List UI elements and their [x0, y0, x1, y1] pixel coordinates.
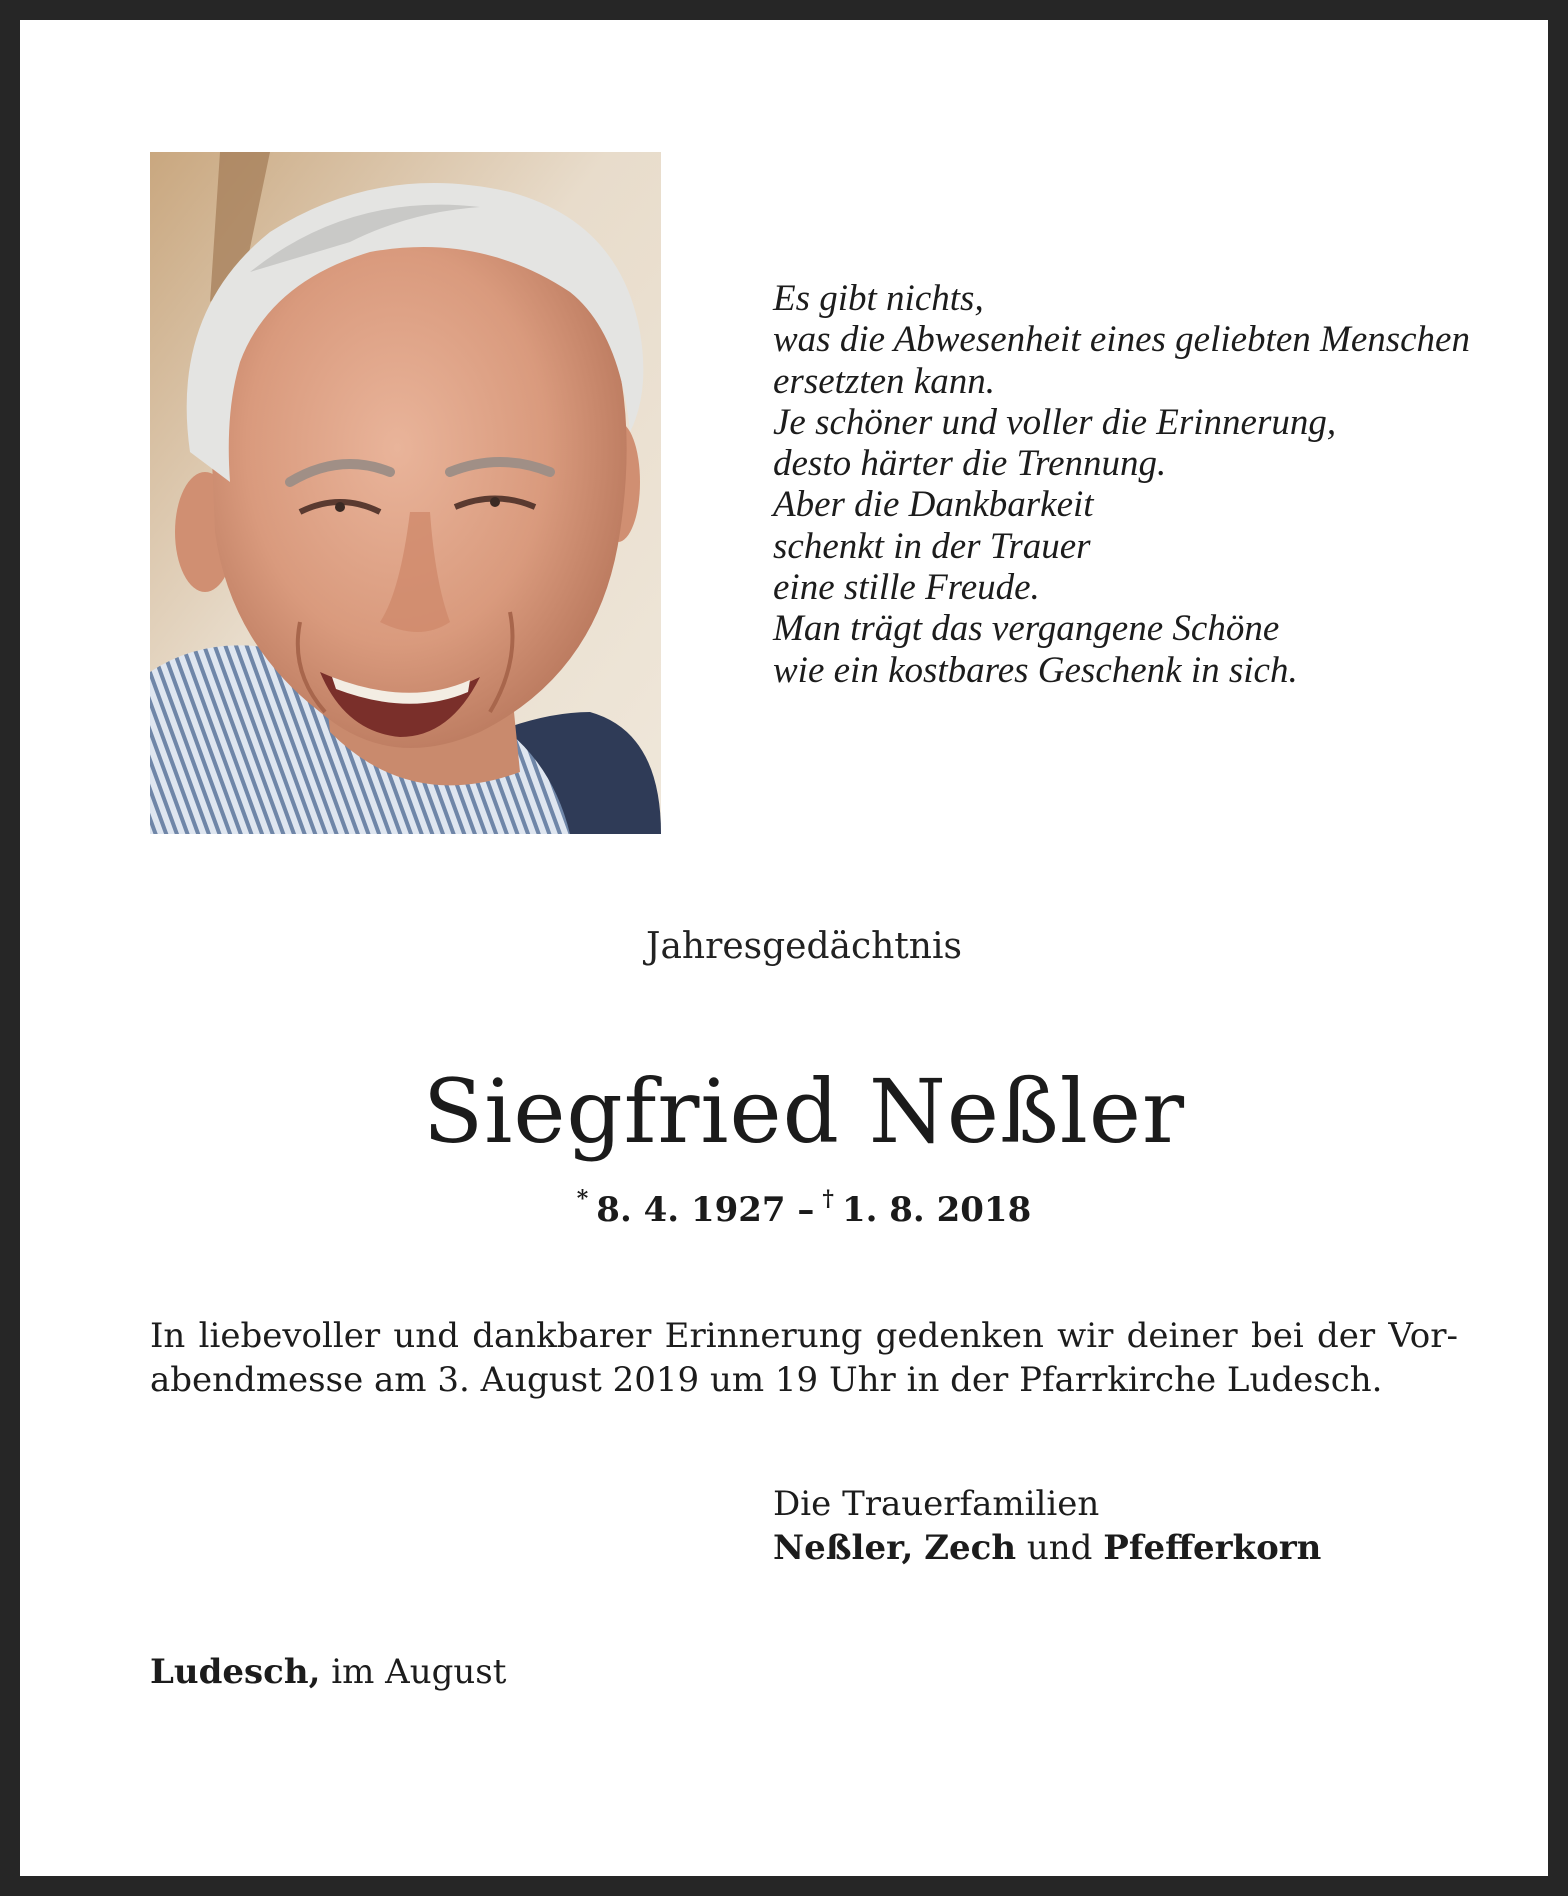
families-names — [773, 1526, 1473, 1570]
memorial-heading: Jahresgedächtnis — [646, 926, 962, 967]
families-intro: Die Trauerfamilien — [773, 1484, 1100, 1524]
announcement-line: In liebevoller und dankbarer Erinnerung gedenken wir deiner bei der Vor- — [150, 1316, 1458, 1356]
poem-line: Man trägt das vergangene Schöne — [773, 608, 1280, 650]
announcement-line: abendmesse am 3. August 2019 um 19 Uhr in der Pfarrkirche Ludesch. — [150, 1360, 1383, 1400]
death-symbol: † — [822, 1186, 834, 1212]
mourning-families — [773, 1482, 1473, 1570]
death-date: 1. 8. 2018 — [841, 1190, 1032, 1230]
place-suffix: im August — [331, 1652, 507, 1692]
poem-line: Es gibt nichts, — [773, 278, 984, 319]
family-name: Pfefferkorn — [1103, 1528, 1322, 1568]
family-name: Zech — [924, 1528, 1017, 1568]
poem-line: Aber die Dankbarkeit — [773, 484, 1094, 526]
poem-line: desto härter die Trennung. — [773, 443, 1167, 485]
life-dates — [20, 1186, 1568, 1230]
poem-line: eine stille Freude. — [773, 567, 1040, 609]
place-and-date — [150, 1650, 850, 1694]
families-conjunction: und — [1026, 1528, 1093, 1568]
announcement-text — [150, 1314, 1458, 1402]
birth-symbol: * — [576, 1186, 589, 1212]
deceased-name: Siegfried Neßler — [422, 1060, 1186, 1163]
poem-line: Je schöner und voller die Erinnerung, — [773, 401, 1337, 443]
poem-line: wie ein kostbares Geschenk in sich. — [773, 649, 1298, 691]
poem-line: ersetzten kann. — [773, 360, 995, 402]
birth-date: 8. 4. 1927 — [596, 1190, 786, 1230]
portrait-photo-illustration — [150, 152, 661, 834]
place-town: Ludesch, — [150, 1652, 321, 1692]
portrait-photo — [150, 152, 661, 834]
family-name: Neßler, — [773, 1528, 914, 1568]
memorial-poem — [773, 278, 1493, 691]
poem-line: schenkt in der Trauer — [773, 525, 1091, 567]
date-separator: – — [785, 1190, 815, 1230]
poem-line: was die Abwesenheit eines geliebten Menschen — [773, 319, 1470, 361]
